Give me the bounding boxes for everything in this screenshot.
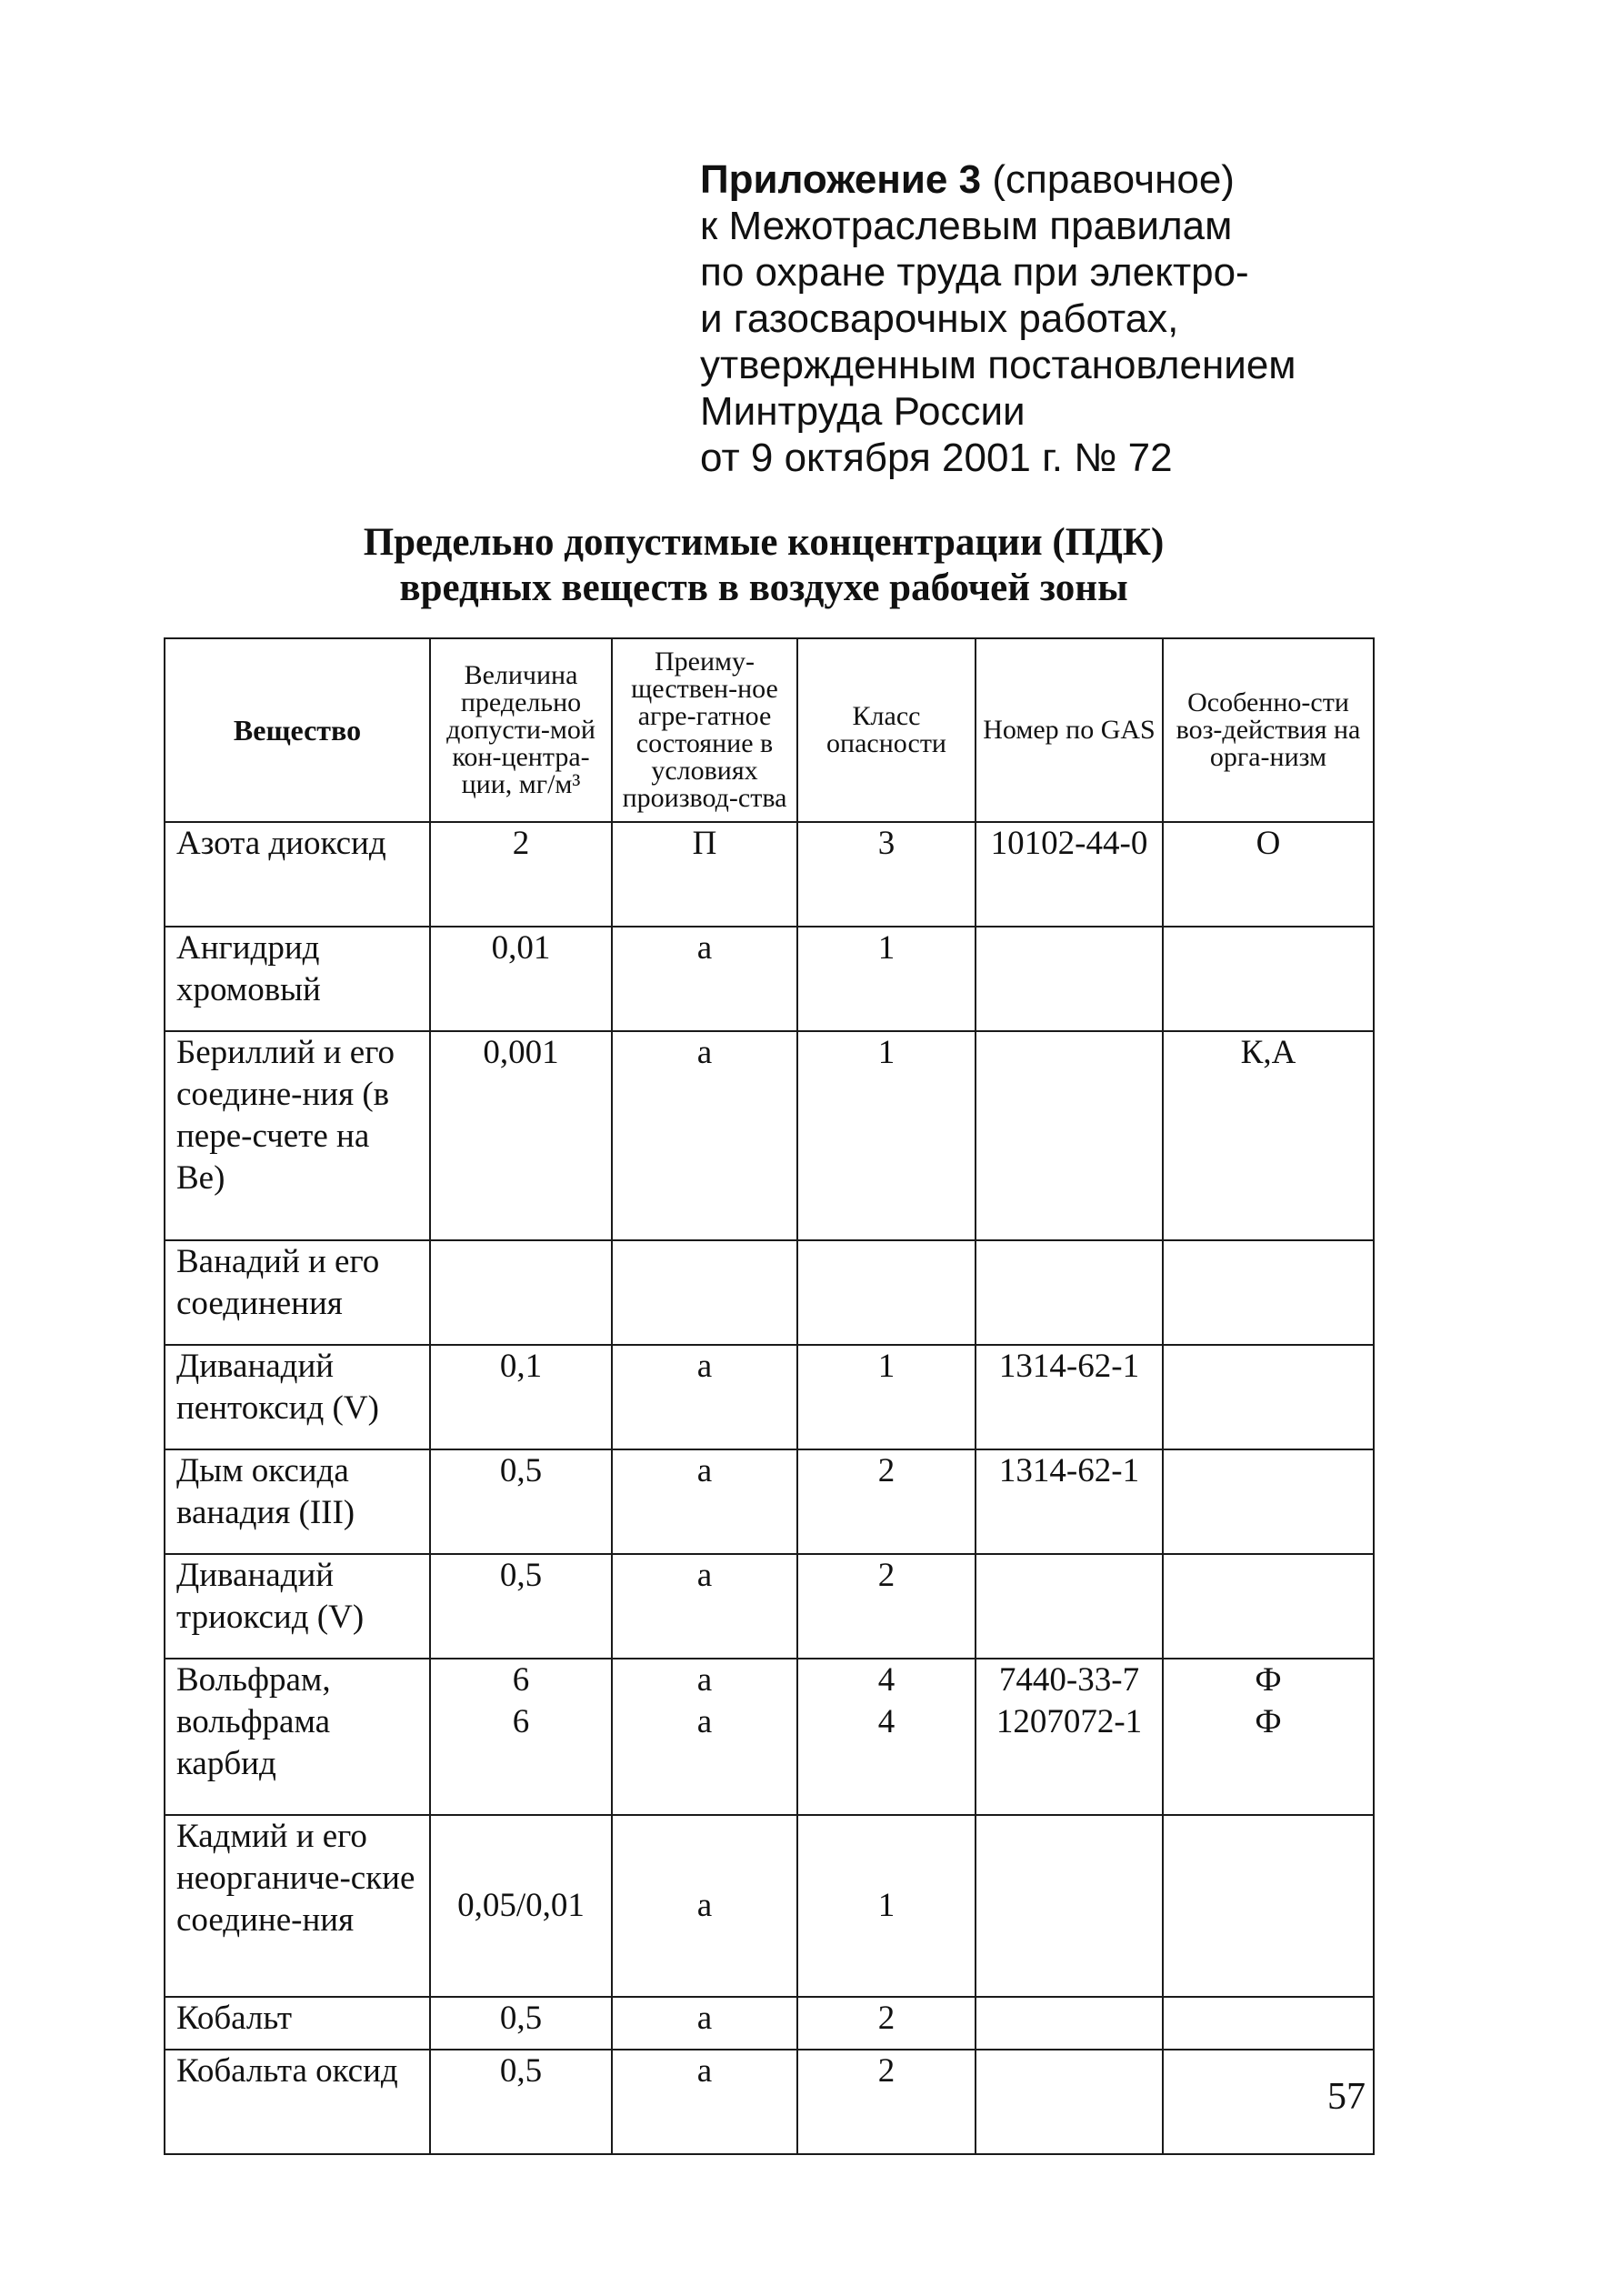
- cell-pdk: 0,5: [430, 1449, 612, 1554]
- cell-hazard-class: 2: [797, 1997, 976, 2050]
- appendix-heading-bold: Приложение 3: [700, 157, 982, 202]
- cell-substance: Диванадий пентоксид (V): [165, 1345, 430, 1449]
- cell-state: а: [612, 1997, 797, 2050]
- cell-substance: Дым оксида ванадия (III): [165, 1449, 430, 1554]
- header-substance: Вещество: [165, 638, 430, 822]
- cell-state: а: [612, 1449, 797, 1554]
- cell-gas-number: [976, 1815, 1163, 1997]
- cell-hazard-class: [797, 1240, 976, 1345]
- header-state: Преиму-ществен-ное агре-гатное состояние в условиях производ-ства: [612, 638, 797, 822]
- cell-effect: К,А: [1163, 1031, 1374, 1240]
- cell-substance: Ванадий и его соединения: [165, 1240, 430, 1345]
- cell-hazard-class: 1: [797, 927, 976, 1031]
- appendix-line: от 9 октября 2001 г. № 72: [700, 436, 1173, 480]
- cell-state: [612, 1240, 797, 1345]
- cell-hazard-class: 3: [797, 822, 976, 927]
- cell-pdk: 0,5: [430, 1997, 612, 2050]
- cell-hazard-class: 2: [797, 2050, 976, 2154]
- table-row: [165, 1659, 1374, 1815]
- cell-state: а: [612, 1345, 797, 1449]
- cell-effect: [1163, 1554, 1374, 1659]
- cell-pdk: 6 6: [430, 1659, 612, 1815]
- cell-substance: Кадмий и его неорганиче-ские соедине-ния: [165, 1815, 430, 1997]
- cell-gas-number: [976, 1240, 1163, 1345]
- cell-gas-number: 1314-62-1: [976, 1449, 1163, 1554]
- appendix-heading: [700, 156, 1427, 203]
- cell-substance: Вольфрам, вольфрама карбид: [165, 1659, 430, 1815]
- cell-gas-number: 7440-33-7 1207072-1: [976, 1659, 1163, 1815]
- cell-pdk: 0,001: [430, 1031, 612, 1240]
- cell-hazard-class: 2: [797, 1554, 976, 1659]
- cell-substance: Кобальта оксид: [165, 2050, 430, 2154]
- cell-state: а: [612, 2050, 797, 2154]
- table-row: [165, 927, 1374, 1031]
- cell-pdk: 0,05/0,01: [430, 1815, 612, 1997]
- cell-substance: Азота диоксид: [165, 822, 430, 927]
- cell-gas-number: [976, 927, 1163, 1031]
- cell-gas-number: 10102-44-0: [976, 822, 1163, 927]
- cell-substance: Бериллий и его соедине-ния (в пере-счете на Be): [165, 1031, 430, 1240]
- table-row: [165, 1449, 1374, 1554]
- cell-effect: [1163, 927, 1374, 1031]
- header-gas-number: Номер по GAS: [976, 638, 1163, 822]
- cell-effect: Ф Ф: [1163, 1659, 1374, 1815]
- title-line-1: Предельно допустимые концентрации (ПДК): [363, 521, 1165, 564]
- cell-substance: Диванадий триоксид (V): [165, 1554, 430, 1659]
- cell-pdk: 0,5: [430, 1554, 612, 1659]
- table-header-row: [165, 638, 1374, 822]
- cell-gas-number: [976, 1031, 1163, 1240]
- cell-pdk: 0,1: [430, 1345, 612, 1449]
- table-row: [165, 1345, 1374, 1449]
- cell-hazard-class: 1: [797, 1031, 976, 1240]
- appendix-line: Минтруда России: [700, 389, 1026, 434]
- table-body: [165, 822, 1374, 2154]
- pdk-table: [164, 637, 1375, 2155]
- cell-hazard-class: 1: [797, 1815, 976, 1997]
- table-row: [165, 1815, 1374, 1997]
- cell-effect: [1163, 1997, 1374, 2050]
- appendix-note: [700, 156, 1427, 481]
- cell-effect: [1163, 1345, 1374, 1449]
- cell-hazard-class: 1: [797, 1345, 976, 1449]
- table-row: [165, 1031, 1374, 1240]
- cell-effect: [1163, 1815, 1374, 1997]
- cell-gas-number: [976, 2050, 1163, 2154]
- cell-pdk: 2: [430, 822, 612, 927]
- appendix-heading-rest: (справочное): [981, 157, 1235, 202]
- header-hazard-class: Класс опасности: [797, 638, 976, 822]
- cell-gas-number: 1314-62-1: [976, 1345, 1163, 1449]
- cell-pdk: [430, 1240, 612, 1345]
- cell-substance: Кобальт: [165, 1997, 430, 2050]
- cell-effect: О: [1163, 822, 1374, 927]
- cell-state: а а: [612, 1659, 797, 1815]
- appendix-line: и газосварочных работах,: [700, 296, 1179, 341]
- table-row: [165, 822, 1374, 927]
- table-row: [165, 1554, 1374, 1659]
- table-row: [165, 1240, 1374, 1345]
- cell-state: а: [612, 1031, 797, 1240]
- cell-pdk: 0,5: [430, 2050, 612, 2154]
- appendix-line: по охране труда при электро-: [700, 250, 1249, 295]
- appendix-line: утвержденным постановлением: [700, 343, 1296, 387]
- cell-state: а: [612, 1554, 797, 1659]
- cell-substance: Ангидрид хромовый: [165, 927, 430, 1031]
- table-row: [165, 2050, 1374, 2154]
- cell-pdk: 0,01: [430, 927, 612, 1031]
- cell-hazard-class: 4 4: [797, 1659, 976, 1815]
- cell-gas-number: [976, 1997, 1163, 2050]
- cell-state: а: [612, 927, 797, 1031]
- table-row: [165, 1997, 1374, 2050]
- document-title: [227, 520, 1300, 611]
- header-effect: Особенно-сти воз-действия на орга-низм: [1163, 638, 1374, 822]
- page-number: 57: [1327, 2076, 1366, 2118]
- title-line-2: вредных веществ в воздухе рабочей зоны: [399, 566, 1128, 609]
- cell-effect: [1163, 1449, 1374, 1554]
- cell-state: а: [612, 1815, 797, 1997]
- appendix-line: к Межотраслевым правилам: [700, 204, 1233, 248]
- cell-gas-number: [976, 1554, 1163, 1659]
- header-pdk: Величина предельно допусти-мой кон-центра-ции, мг/м³: [430, 638, 612, 822]
- cell-state: П: [612, 822, 797, 927]
- cell-effect: [1163, 1240, 1374, 1345]
- cell-hazard-class: 2: [797, 1449, 976, 1554]
